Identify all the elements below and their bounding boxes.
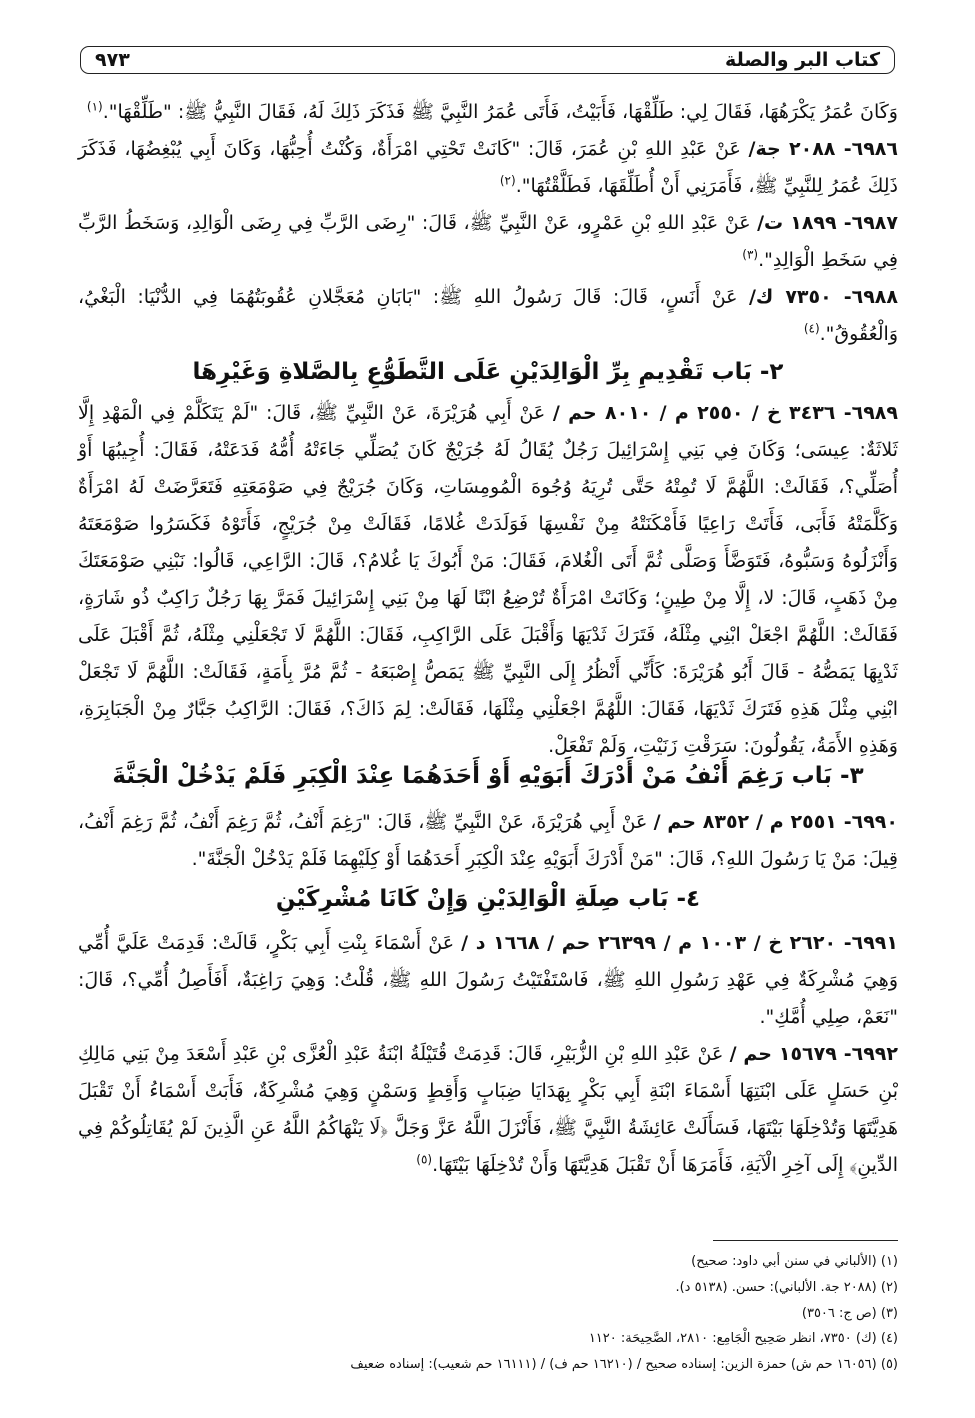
hadith-6991 bbox=[78, 925, 898, 1036]
hadith-text: عَنْ أَبِي هُرَيْرَةَ، عَنْ النَّبِيِّ ﷺ، قَالَ: "لَمْ يَتَكَلَّمْ فِي الْمَهْدِ إِلَّا ثَلاثَةٌ: عِيسَى؛ وَكَانَ فِي بَنِي إِسْرَائِيلَ رَجُلٌ يُقَالُ لَهُ جُرَيْجٌ كَانَ يُصَلِّي جَاءَتْهُ أُمُّهُ فَدَعَتْهُ، فَقَالَ: أُجِيبُهَا أَوْ أُصَلِّي؟، فَقَالَتْ: اللَّهُمَّ لَا تُمِتْهُ حَتَّى تُرِيَهُ وُجُوهَ الْمُومِسَاتِ، وَكَانَ جُرَيْجٌ فِي صَوْمَعَتِهِ فَتَعَرَّضَتْ لَهُ امْرَأَةٌ وَكَلَّمَتْهُ فَأَبَى، فَأَتَتْ رَاعِيًا فَأَمْكَنَتْهُ مِنْ نَفْسِهَا فَوَلَدَتْ غُلامًا، فَقَالَتْ مِنْ جُرَيْجٍ، فَأَتَوْهُ فَكَسَرُوا صَوْمَعَتَهُ وَأَنْزَلُوهُ وَسَبُّوهُ، فَتَوَضَّأَ وَصَلَّى ثُمَّ أَتَى الْغُلامَ، فَقَالَ: مَنْ أَبُوكَ يَا غُلامُ؟، قَالَ: الرَّاعِي، قَالُوا: نَبْنِي صَوْمَعَتَكَ مِنْ ذَهَبٍ، قَالَ: لا، إِلَّا مِنْ طِينٍ؛ وَكَانَتْ امْرَأَةٌ تُرْضِعُ ابْنًا لَهَا مِنْ بَنِي إِسْرَائِيلَ فَمَرَّ بِهَا رَجُلٌ رَاكِبٌ ذُو شَارَةٍ، فَقَالَتْ: اللَّهُمَّ اجْعَلْ ابْنِي مِثْلَهُ، فَتَرَكَ ثَدْيَهَا وَأَقْبَلَ عَلَى الرَّاكِبِ، فَقَالَ: اللَّهُمَّ لَا تَجْعَلْنِي مِثْلَهُ، ثُمَّ أَقْبَلَ عَلَى ثَدْيِهَا يَمَصُّهُ - قَالَ أَبُو هُرَيْرَةَ: كَأَنِّي أَنْظُرُ إِلَى النَّبِيِّ ﷺ يَمَصُّ إِصْبَعَهُ - ثُمَّ مُرَّ بِأَمَةٍ، فَقَالَتْ: اللَّهُمَّ لَا تَجْعَلْ ابْنِي مِثْلَ هَذِهِ فَتَرَكَ ثَدْيَهَا، فَقَالَ: اللَّهُمَّ اجْعَلْنِي مِثْلَهَا، فَقَالَتْ: لِمَ ذَاكَ؟، فَقَالَ: الرَّاكِبُ جَبَّارٌ مِنْ الْجَبَابِرَةِ، وَهَذِهِ الأَمَةُ، يَقُولُونَ: سَرَقْتِ زَنَيْتِ، وَلَمْ تَفْعَلْ. bbox=[78, 402, 898, 757]
chapter-heading-3: ٣- بَاب رَغِمَ أَنْفُ مَنْ أَدْرَكَ أَبَوَيْهِ أَوْ أَحَدَهُمَا عِنْدَ الْكِبَرِ فَلَمْ يَدْخُلْ الْجَنَّةَ bbox=[112, 763, 864, 789]
footnote-4: (٤) (ك) ٧٣٥٠، انظر صَحِيح الْجَامِع: ٢٨١٠، الصَّحِيحَة: ١١٢٠ bbox=[588, 1331, 898, 1346]
hadith-6992 bbox=[78, 1036, 898, 1184]
hadith-text: عَنْ أَنَسٍ، قَالَ: قَالَ رَسُولُ اللهِ ﷺ: "بَابَانِ مُعَجَّلانِ عُقُوبَتُهُمَا فِي الدُّنْيَا: الْبَغْيُ، وَالْعُقُوقُ". bbox=[78, 286, 898, 345]
hadith-6987 bbox=[78, 205, 898, 279]
footnote-divider bbox=[713, 1240, 898, 1241]
chapter-heading-2: ٢- بَاب تَقْدِيمِ بِرِّ الْوَالِدَيْنِ عَلَى التَّطَوُّعِ بِالصَّلاةِ وَغَيْرِهَا bbox=[192, 359, 784, 385]
chapter-heading-4: ٤- بَاب صِلَةِ الْوَالِدَيْنِ وَإِنْ كَانَا مُشْرِكَيْنِ bbox=[275, 886, 701, 912]
hadith-id: ٦٩٨٩- ٣٤٣٦ خ / ٢٥٥٠ م / ٨٠١٠ حم / bbox=[552, 402, 898, 424]
hadith-id: ٦٩٩٠- ٢٥٥١ م / ٨٣٥٢ حم / bbox=[653, 811, 898, 833]
page-number: ٩٧٣ bbox=[95, 49, 130, 71]
hadith-id: ٦٩٩١- ٢٦٢٠ خ / ١٠٠٣ م / ٢٦٣٩٩ حم / ١٦٦٨ د / bbox=[461, 932, 898, 954]
hadith-6986 bbox=[78, 131, 898, 205]
hadith-id: ٦٩٨٦- ٢٠٨٨ جة/ bbox=[748, 138, 898, 160]
hadith-6988 bbox=[78, 279, 898, 353]
page-header bbox=[80, 46, 895, 74]
hadith-id: ٦٩٨٧- ١٨٩٩ ت/ bbox=[757, 212, 898, 234]
book-title: كتاب البر والصلة bbox=[725, 49, 880, 71]
hadith-continuation bbox=[78, 94, 898, 131]
hadith-text: عَنْ عَبْدِ اللهِ بْنِ الزُّبَيْرِ، قَالَ: قَدِمَتْ قُتَيْلَةُ ابْنَةُ عَبْدِ الْعُزَّى بْنِ عَبْدِ أَسْعَدَ مِنْ بَنِي مَالِكِ بْنِ حَسَلٍ عَلَى ابْنَتِهَا أَسْمَاءَ ابْنَةِ أَبِي بَكْرٍ بِهَدَايَا ضِبَابٍ وَأَقِطٍ وَسَمْنٍ وَهِيَ مُشْرِكَةٌ، فَأَبَتْ أَسْمَاءُ أَنْ تَقْبَلَ هَدِيَّتَهَا وَتُدْخِلَهَا بَيْتَهَا، فَسَأَلَتْ عَائِشَةُ النَّبِيَّ ﷺ، فَأَنْزَلَ اللَّهُ عَزَّ وَجَلَّ ﴿لَا يَنْهَاكُمُ اللَّهُ عَنِ الَّذِينَ لَمْ يُقَاتِلُوكُمْ فِي الدِّينِ﴾ إِلَى آخِرِ الْآيَةِ، فَأَمَرَهَا أَنْ تَقْبَلَ هَدِيَّتَهَا وَأَنْ تُدْخِلَهَا بَيْتَهَا. bbox=[78, 1043, 898, 1176]
hadith-text: وَكَانَ عُمَرُ يَكْرَهُهَا، فَقَالَ لِي: طَلِّقْهَا، فَأَبَيْتُ، فَأَتَى عُمَرُ النَّبِيَّ ﷺ فَذَكَرَ ذَلِكَ لَهُ، فَقَالَ النَّبِيُّ ﷺ: "طَلِّقْهَا". bbox=[102, 101, 898, 123]
footnote-2: (٢) (٢٠٨٨ جة. الألباني): حسن. (٥١٣٨ د). bbox=[675, 1280, 898, 1295]
footnote-5: (٥) (١٦٠٥٦ حم ش) حمزة الزين: إسناده صحيح / (١٦٢١٠ حم ف) / (١٦١١١ حم شعيب): إسناده ضعيف bbox=[350, 1357, 898, 1372]
footnote-1: (١) (الألباني في سنن أبي داود: صحيح) bbox=[691, 1254, 898, 1269]
footnote-ref: (٤) bbox=[803, 321, 820, 336]
hadith-text: عَنْ أَبِي هُرَيْرَةَ، عَنْ النَّبِيِّ ﷺ، قَالَ: "رَغِمَ أَنْفُ، ثُمَّ رَغِمَ أَنْفُ، ثُمَّ رَغِمَ أَنْفُ، قِيلَ: مَنْ يَا رَسُولَ اللهِ؟، قَالَ: "مَنْ أَدْرَكَ أَبَوَيْهِ عِنْدَ الْكِبَرِ أَحَدَهُمَا أَوْ كِلَيْهِمَا فَلَمْ يَدْخُلْ الْجَنَّةَ". bbox=[78, 811, 898, 870]
hadith-6990 bbox=[78, 804, 898, 878]
footnote-ref: (٢) bbox=[499, 173, 516, 188]
hadith-text: عَنْ عَبْدِ اللهِ بْنِ عَمْرٍو، عَنْ النَّبِيِّ ﷺ، قَالَ: "رِضَى الرَّبِّ فِي رِضَى الْوَالِدِ، وَسَخَطُ الرَّبِّ فِي سَخَطِ الْوَالِدِ". bbox=[78, 212, 898, 271]
footnote-ref: (٥) bbox=[416, 1152, 433, 1167]
hadith-id: ٦٩٨٨- ٧٣٥٠ ك/ bbox=[748, 286, 898, 308]
hadith-text: عَنْ عَبْدِ اللهِ بْنِ عُمَرَ، قَالَ: "كَانَتْ تَحْتِي امْرَأَةٌ، وَكُنْتُ أُحِبُّهَا، وَكَانَ أَبِي يُبْغِضُهَا، فَذَكَرَ ذَلِكَ عُمَرُ لِلنَّبِيِّ ﷺ، فَأَمَرَنِي أَنْ أُطَلِّقَهَا، فَطَلَّقْتُهَا". bbox=[78, 138, 898, 197]
footnote-3: (٣) (ص ج: ٣٥٠٦) bbox=[801, 1306, 898, 1321]
hadith-6989 bbox=[78, 395, 898, 765]
hadith-text: عَنْ أَسْمَاءَ بِنْتِ أَبِي بَكْرٍ، قَالَتْ: قَدِمَتْ عَلَيَّ أُمِّي وَهِيَ مُشْرِكَةٌ فِي عَهْدِ رَسُولِ اللهِ ﷺ، فَاسْتَفْتَيْتُ رَسُولَ اللهِ ﷺ، قُلْتُ: وَهِيَ رَاغِبَةٌ، أَفَأَصِلُ أُمِّي؟، قَالَ: "نَعَمْ، صِلِي أُمَّكِ". bbox=[78, 932, 898, 1028]
footnote-ref: (١) bbox=[86, 99, 103, 114]
hadith-id: ٦٩٩٢- ١٥٦٧٩ حم / bbox=[729, 1043, 898, 1065]
footnote-ref: (٣) bbox=[742, 247, 759, 262]
